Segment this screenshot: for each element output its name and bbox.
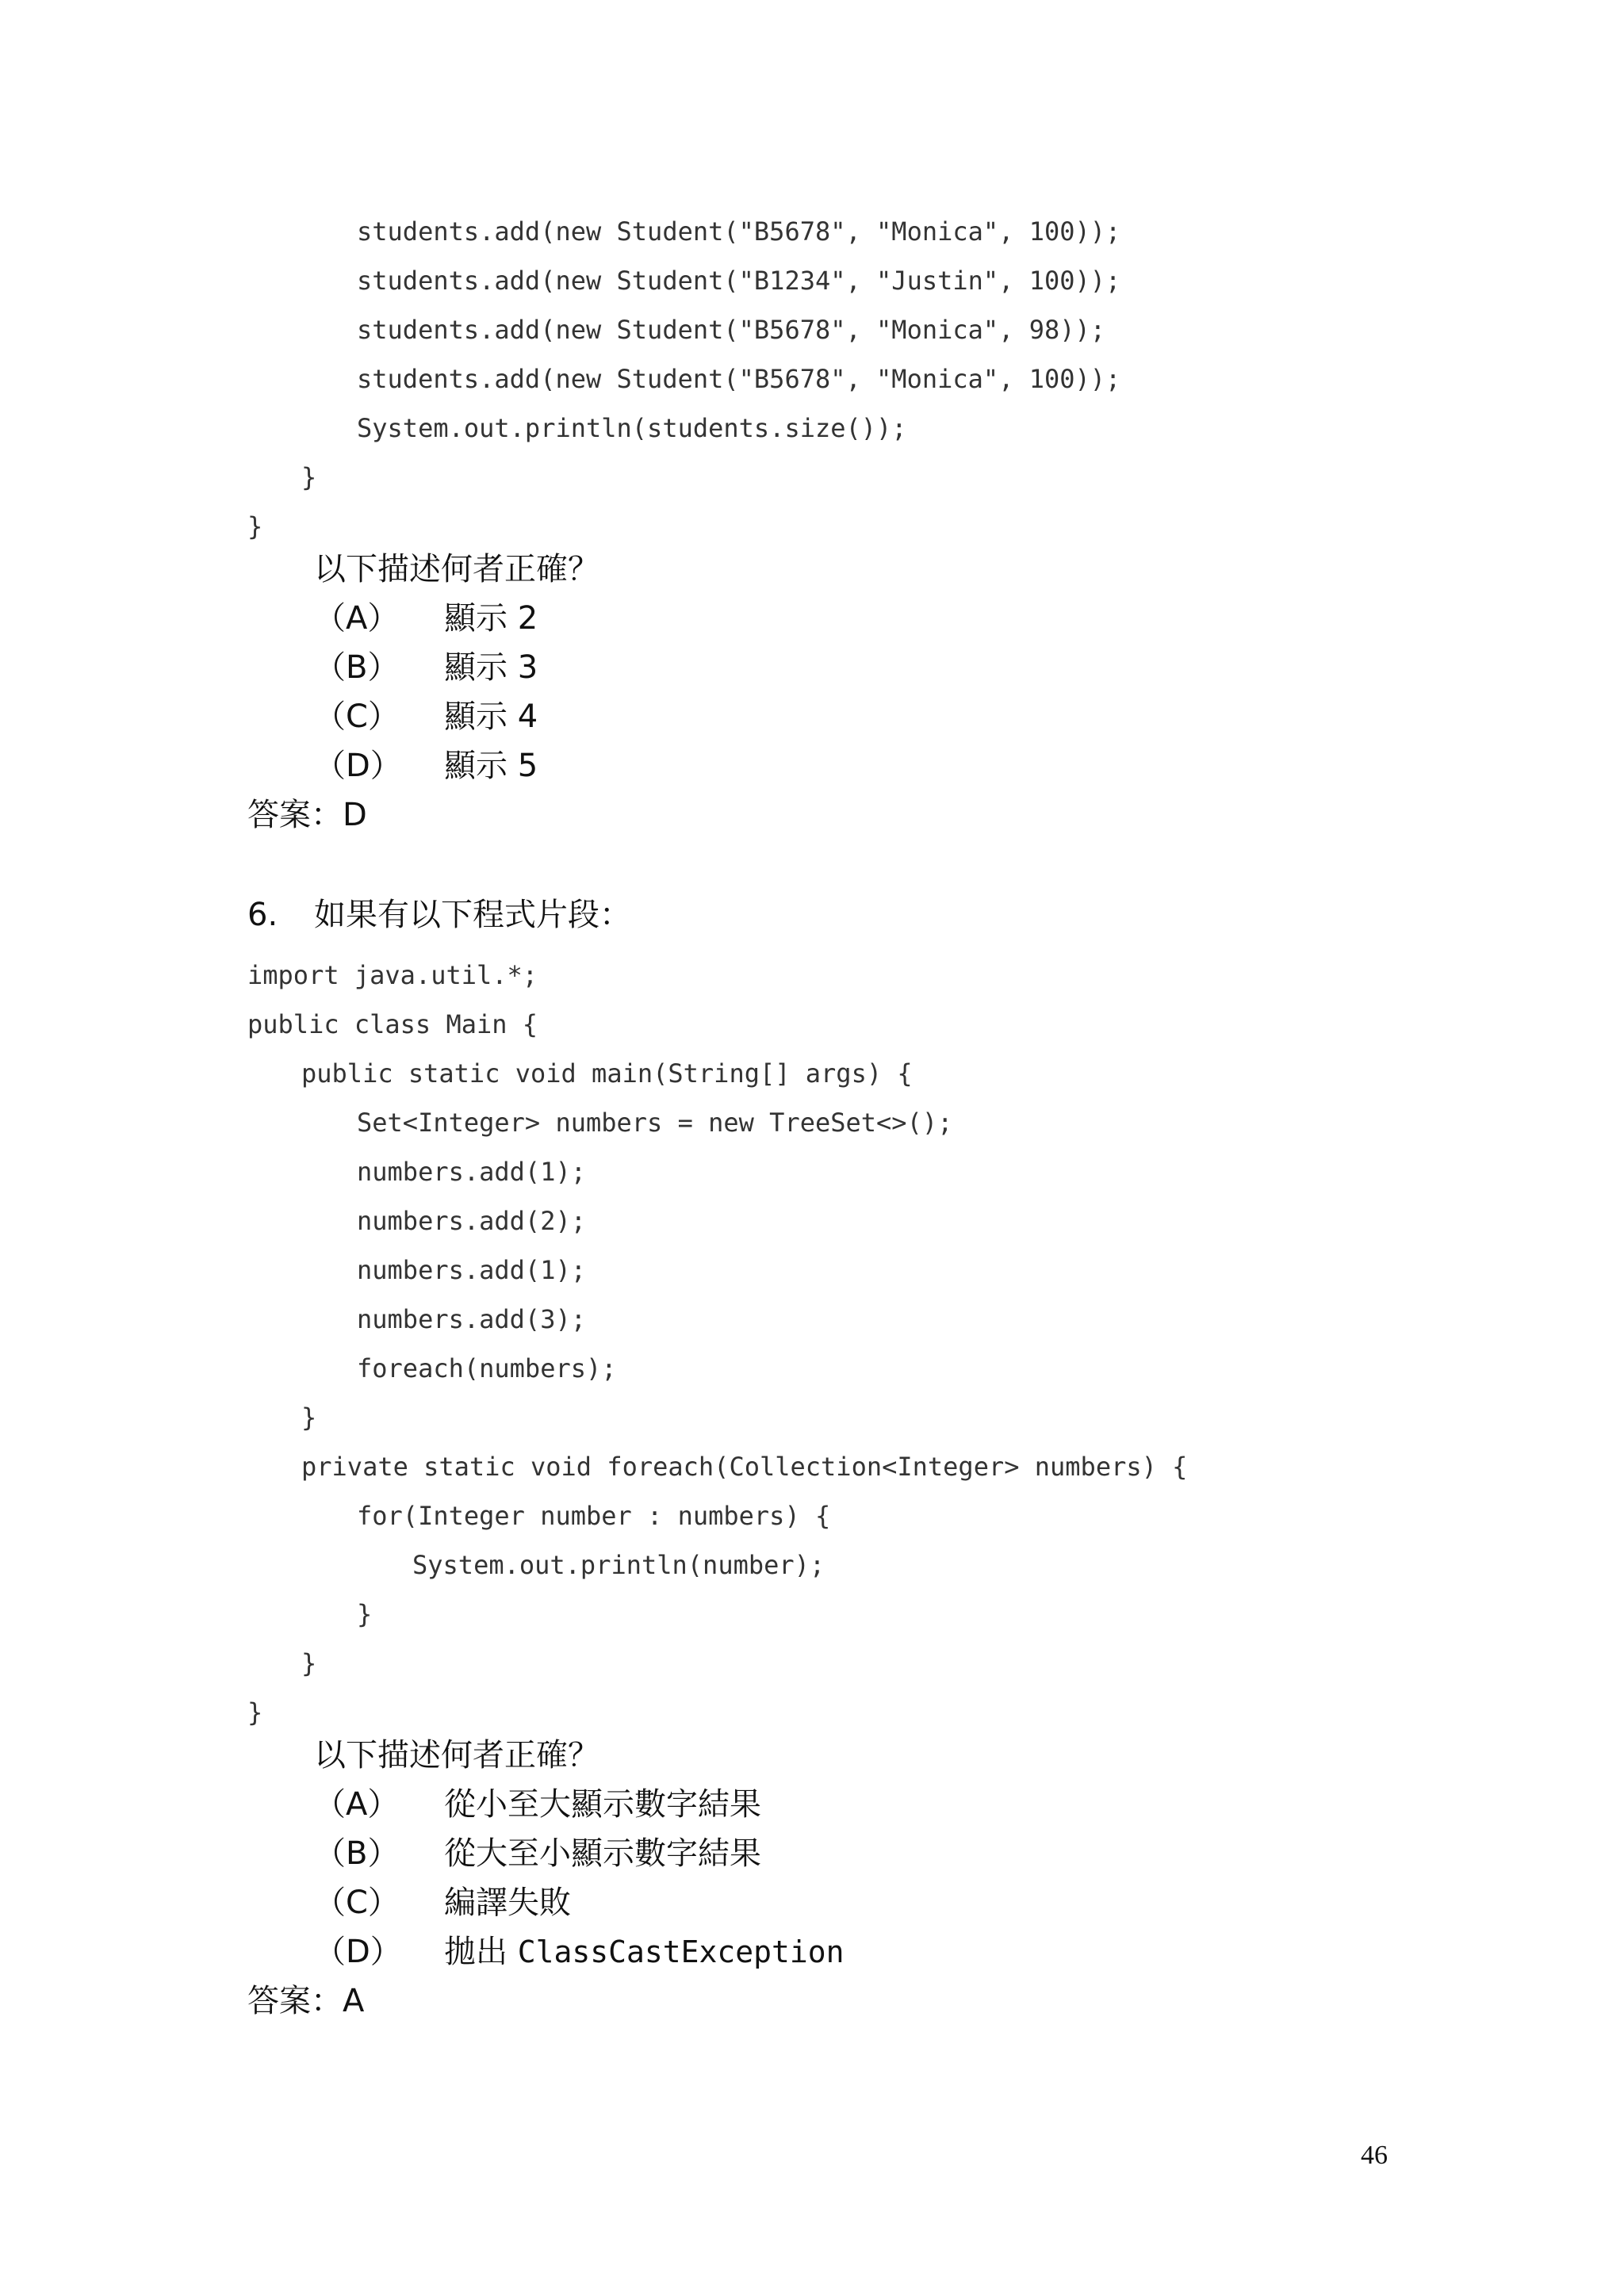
option-code: ClassCastException (517, 1934, 845, 1969)
option-label: （B） (314, 1835, 400, 1872)
code-line: System.out.println(students.size()); (357, 413, 907, 443)
code-line: numbers.add(1); (357, 1157, 586, 1187)
option-text: 顯示 5 (444, 748, 538, 784)
option-label: （D） (314, 1934, 402, 1970)
code-line: } (357, 1599, 373, 1629)
question-prompt: 以下描述何者正確？ (314, 1737, 599, 1774)
code-line: } (301, 1648, 317, 1678)
answer-line: 答案：A (247, 1983, 365, 2019)
code-line: } (301, 462, 317, 492)
code-line: private static void foreach(Collection<Integer> numbers) { (301, 1452, 1188, 1482)
code-line: students.add(new Student("B5678", "Monica", 100)); (357, 216, 1121, 247)
page-number: 46 (1361, 2141, 1388, 2170)
code-line: public class Main { (247, 1009, 538, 1039)
code-line: } (247, 1697, 263, 1728)
option-text: 顯示 2 (444, 600, 538, 637)
option-label: （A） (314, 1786, 400, 1823)
code-line: } (247, 511, 263, 541)
code-line: public static void main(String[] args) { (301, 1058, 913, 1089)
option-text: 從大至小顯示數字結果 (444, 1835, 761, 1872)
option-text: 編譯失敗 (444, 1885, 571, 1921)
option-label: （A） (314, 600, 400, 637)
code-line: students.add(new Student("B5678", "Monica", 100)); (357, 364, 1121, 394)
question-title: 如果有以下程式片段： (314, 897, 631, 933)
option-label: （D） (314, 748, 402, 784)
question-prompt: 以下描述何者正確？ (314, 551, 599, 587)
question-number: 6. (247, 897, 278, 933)
option-text: 從小至大顯示數字結果 (444, 1786, 761, 1823)
option-label: （C） (314, 1885, 400, 1921)
option-text: 顯示 4 (444, 698, 538, 735)
code-line: numbers.add(1); (357, 1255, 586, 1285)
code-line: numbers.add(2); (357, 1206, 586, 1236)
code-line: } (301, 1402, 317, 1433)
code-line: for(Integer number : numbers) { (357, 1501, 831, 1531)
code-line: System.out.println(number); (412, 1550, 825, 1580)
option-label: （B） (314, 649, 400, 686)
answer-line: 答案：D (247, 797, 367, 833)
code-line: students.add(new Student("B1234", "Justin", 100)); (357, 266, 1121, 296)
code-line: students.add(new Student("B5678", "Monica", 98)); (357, 315, 1106, 345)
code-line: foreach(numbers); (357, 1353, 617, 1383)
option-text-prefix: 拋出 (444, 1934, 508, 1970)
option-label: （C） (314, 698, 400, 735)
option-text (444, 1933, 845, 1971)
option-text: 顯示 3 (444, 649, 538, 686)
code-line: import java.util.*; (247, 960, 538, 990)
code-line: numbers.add(3); (357, 1304, 586, 1334)
code-line: Set<Integer> numbers = new TreeSet<>(); (357, 1108, 953, 1138)
